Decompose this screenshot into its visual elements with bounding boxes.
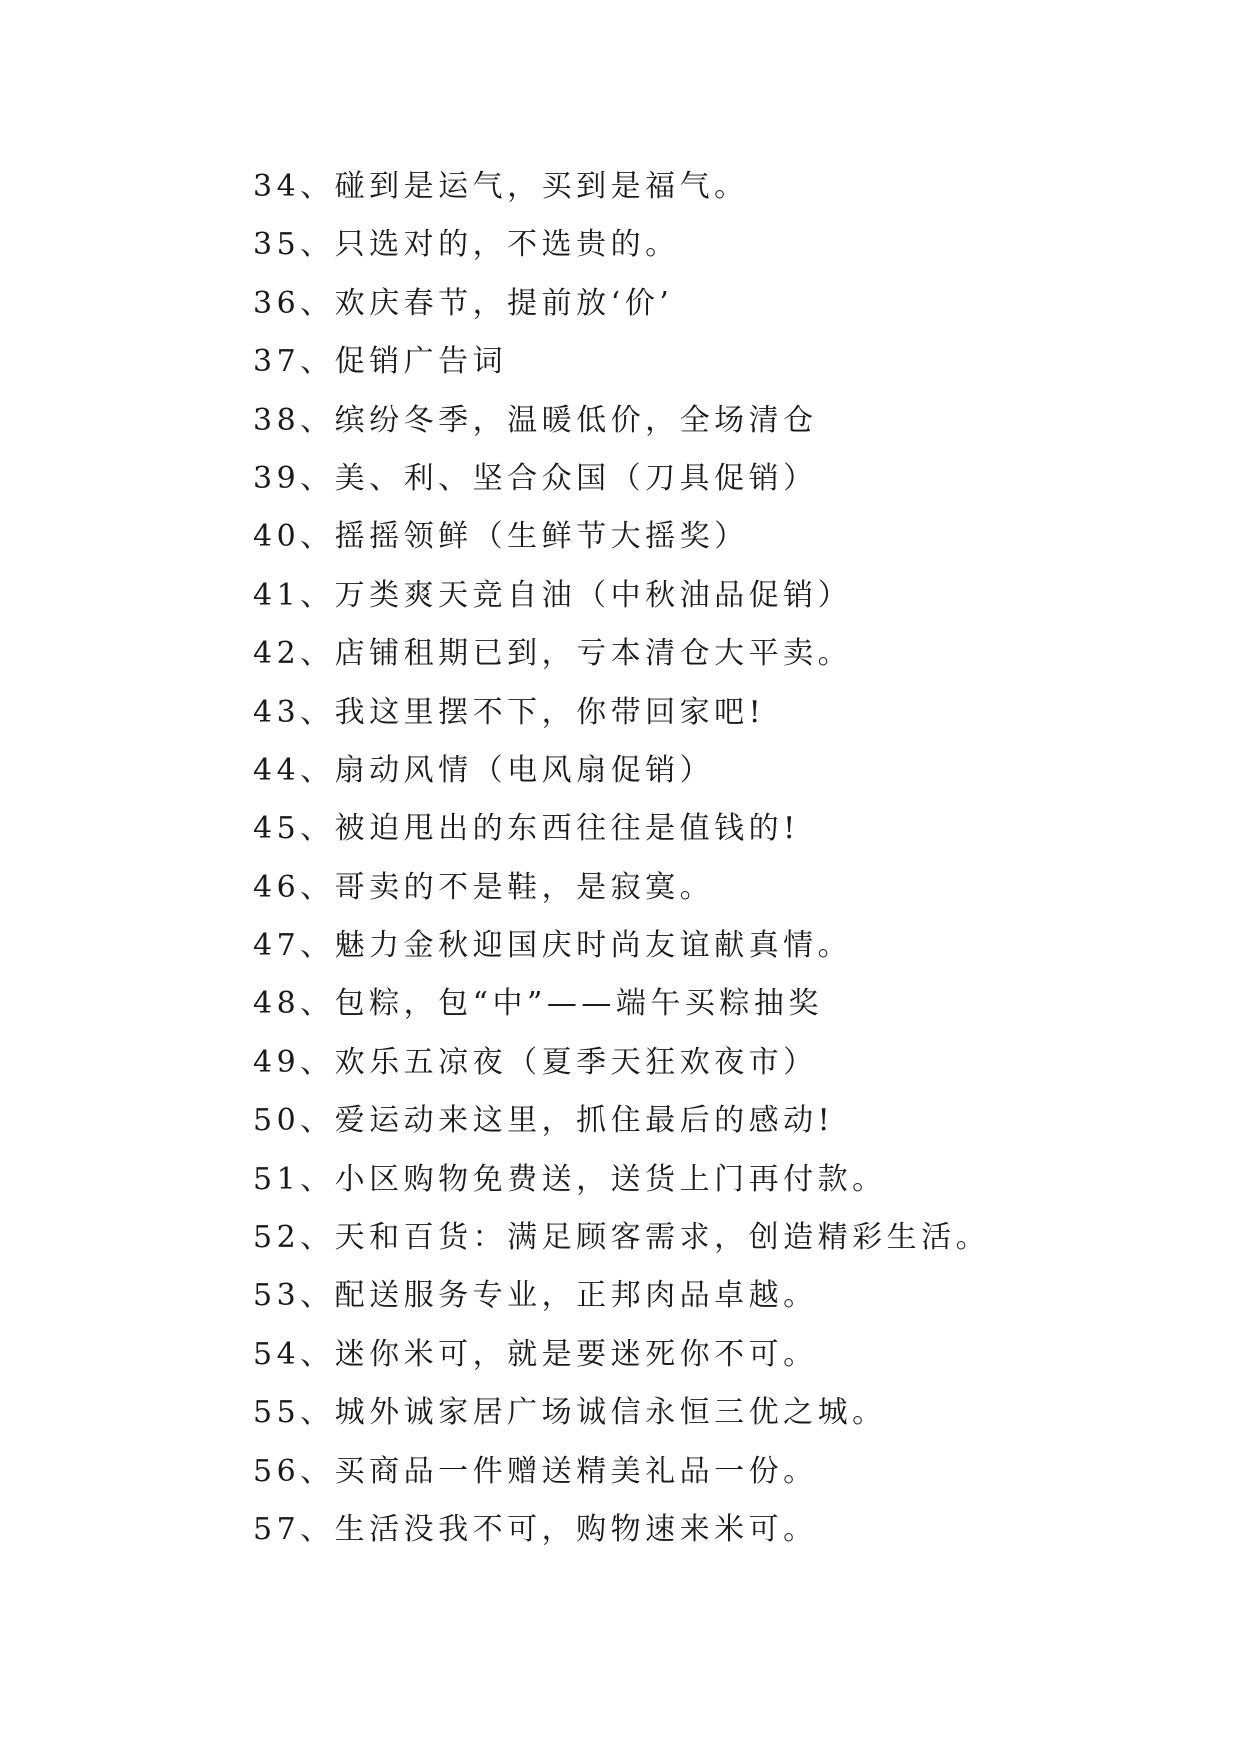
list-item: 54、迷你米可，就是要迷死你不可。 <box>253 1336 818 1372</box>
list-item: 42、店铺租期已到，亏本清仓大平卖。 <box>253 636 853 672</box>
list-item: 39、美、利、坚合众国（刀具促销） <box>253 460 818 496</box>
list-item: 38、缤纷冬季，温暖低价，全场清仓 <box>253 402 818 438</box>
list-item: 50、爱运动来这里，抓住最后的感动! <box>253 1103 835 1139</box>
list-item: 45、被迫甩出的东西往往是值钱的! <box>253 811 800 847</box>
list-item: 36、欢庆春节，提前放‘价’ <box>253 285 674 321</box>
list-item: 57、生活没我不可，购物速来米可。 <box>253 1511 818 1547</box>
list-item: 48、包粽，包“中”——端午买粽抽奖 <box>253 986 823 1022</box>
list-item: 51、小区购物免费送，送货上门再付款。 <box>253 1161 887 1197</box>
list-item: 47、魅力金秋迎国庆时尚友谊献真情。 <box>253 928 853 964</box>
list-item: 53、配送服务专业，正邦肉品卓越。 <box>253 1278 818 1314</box>
list-item: 56、买商品一件赠送精美礼品一份。 <box>253 1453 818 1489</box>
list-item: 35、只选对的，不选贵的。 <box>253 227 680 263</box>
list-item: 49、欢乐五凉夜（夏季天狂欢夜市） <box>253 1044 818 1080</box>
list-item: 40、摇摇领鲜（生鲜节大摇奖） <box>253 519 749 555</box>
slogan-list <box>253 158 1193 1559</box>
list-item: 44、扇动风情（电风扇促销） <box>253 752 715 788</box>
list-item: 52、天和百货：满足顾客需求，创造精彩生活。 <box>253 1220 991 1256</box>
list-item: 41、万类爽天竞自油（中秋油品促销） <box>253 577 853 613</box>
list-item: 46、哥卖的不是鞋，是寂寞。 <box>253 869 715 905</box>
list-item: 37、促销广告词 <box>253 344 508 380</box>
list-item: 55、城外诚家居广场诚信永恒三优之城。 <box>253 1395 887 1431</box>
list-item: 43、我这里摆不下，你带回家吧! <box>253 694 766 730</box>
list-item: 34、碰到是运气，买到是福气。 <box>253 169 749 204</box>
